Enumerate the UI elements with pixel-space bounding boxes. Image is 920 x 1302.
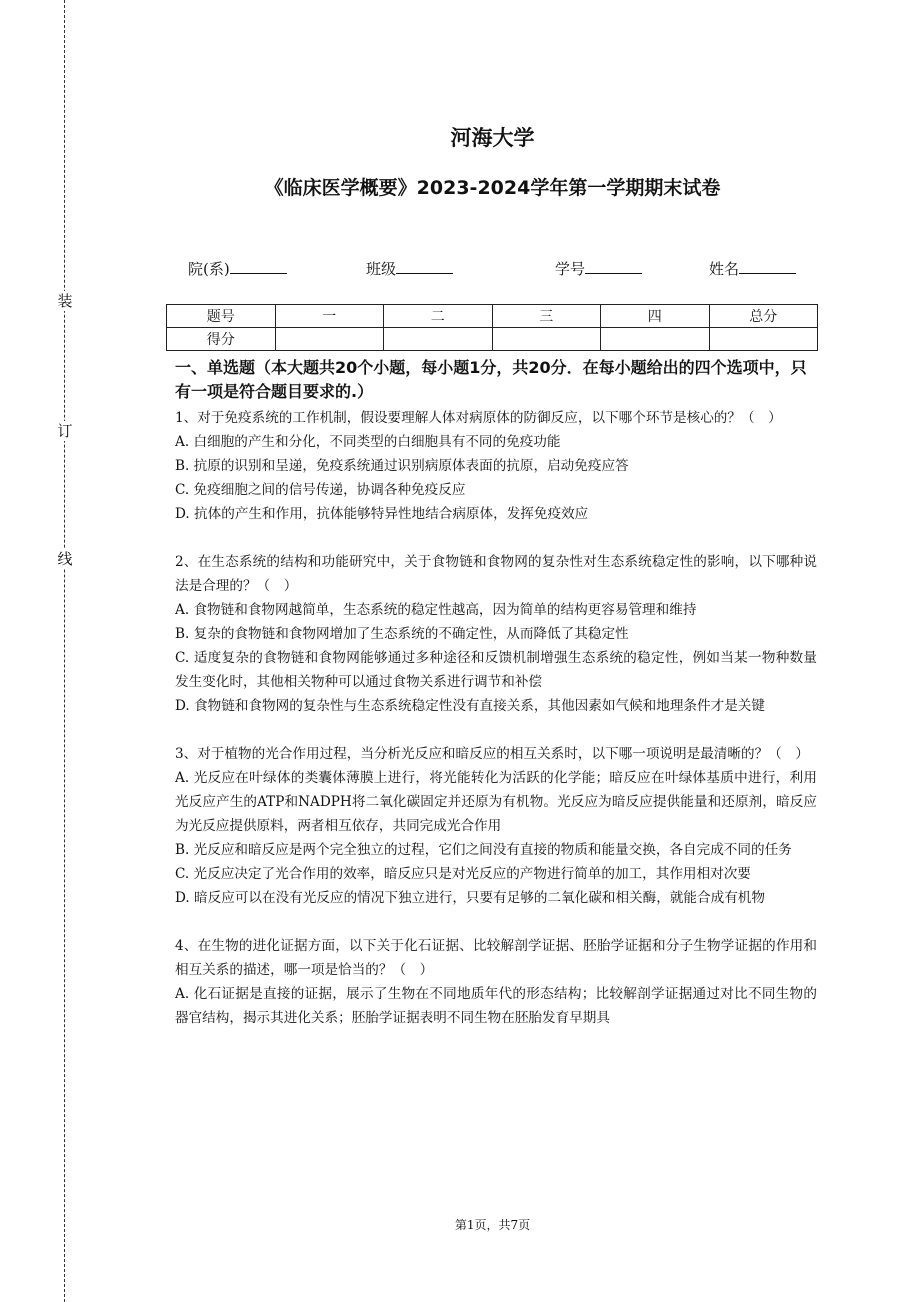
question-1	[175, 406, 817, 526]
class-blank[interactable]	[396, 259, 453, 274]
exam-title: 《临床医学概要》2023-2024学年第一学期期末试卷	[264, 177, 721, 199]
score-cell[interactable]	[709, 328, 818, 351]
department-field[interactable]	[188, 258, 287, 279]
name-label: 姓名	[709, 260, 740, 278]
option-b: B. 光反应和暗反应是两个完全独立的过程，它们之间没有直接的物质和能量交换，各自完成不同的任务	[175, 842, 792, 858]
question-stem: 4、在生物的进化证据方面，以下关于化石证据、比较解剖学证据、胚胎学证据和分子生物学证据的作用和相互关系的描述，哪一项是恰当的？（ ）	[175, 938, 817, 978]
question-stem: 1、对于免疫系统的工作机制，假设要理解人体对病原体的防御反应，以下哪个环节是核心的？（ ）	[175, 410, 782, 426]
option-b: B. 抗原的识别和呈递，免疫系统通过识别病原体表面的抗原，启动免疫应答	[175, 458, 629, 474]
score-cell[interactable]	[492, 328, 601, 351]
option-c: C. 适度复杂的食物链和食物网能够通过多种途径和反馈机制增强生态系统的稳定性，例如当某一物种数量发生变化时，其他相关物种可以通过食物关系进行调节和补偿	[175, 650, 817, 690]
option-d: D. 抗体的产生和作用，抗体能够特异性地结合病原体，发挥免疫效应	[175, 506, 589, 522]
question-2	[175, 550, 817, 718]
option-b: B. 复杂的食物链和食物网增加了生态系统的不确定性，从而降低了其稳定性	[175, 626, 629, 642]
score-table-score-row	[167, 328, 818, 351]
option-d: D. 食物链和食物网的复杂性与生态系统稳定性没有直接关系，其他因素如气候和地理条件才是关键	[175, 698, 765, 714]
student-id-label: 学号	[555, 260, 586, 278]
score-header-cell: 总分	[709, 305, 818, 328]
university-title: 河海大学	[450, 126, 535, 150]
exam-content	[175, 356, 817, 1030]
option-a: A. 白细胞的产生和分化，不同类型的白细胞具有不同的免疫功能	[175, 434, 561, 450]
class-label: 班级	[366, 260, 397, 278]
binding-char-ding: 订	[55, 421, 75, 441]
binding-char-xian: 线	[55, 549, 75, 569]
score-table	[166, 304, 818, 351]
question-stem: 2、在生态系统的结构和功能研究中，关于食物链和食物网的复杂性对生态系统稳定性的影响，以下哪种说法是合理的？（ ）	[175, 554, 817, 594]
option-a: A. 化石证据是直接的证据，展示了生物在不同地质年代的形态结构；比较解剖学证据通过对比不同生物的器官结构，揭示其进化关系；胚胎学证据表明不同生物在胚胎发育早期具	[175, 986, 817, 1026]
name-blank[interactable]	[739, 259, 796, 274]
score-cell[interactable]	[384, 328, 493, 351]
score-table-header-row	[167, 305, 818, 328]
score-cell[interactable]	[601, 328, 710, 351]
binding-char-zhuang: 装	[55, 291, 75, 311]
section-heading: 一、单选题（本大题共20个小题，每小题1分，共20分．在每小题给出的四个选项中，只有一项是符合题目要求的.）	[175, 358, 807, 401]
student-id-blank[interactable]	[585, 259, 642, 274]
score-row-label: 得分	[167, 328, 276, 351]
score-header-cell: 题号	[167, 305, 276, 328]
option-d: D. 暗反应可以在没有光反应的情况下独立进行，只要有足够的二氧化碳和相关酶，就能合成有机物	[175, 890, 765, 906]
option-a: A. 光反应在叶绿体的类囊体薄膜上进行，将光能转化为活跃的化学能；暗反应在叶绿体基质中进行，利用光反应产生的ATP和NADPH将二氧化碳固定并还原为有机物。光反应为暗反应提供能量和还原剂，暗反应为光反应提供原料，两者相互依存，共同完成光合作用	[175, 770, 817, 834]
option-c: C. 光反应决定了光合作用的效率，暗反应只是对光反应的产物进行简单的加工，其作用相对次要	[175, 866, 751, 882]
score-cell[interactable]	[275, 328, 384, 351]
department-blank[interactable]	[230, 259, 287, 274]
score-header-cell: 三	[492, 305, 601, 328]
option-a: A. 食物链和食物网越简单，生态系统的稳定性越高，因为简单的结构更容易管理和维持	[175, 602, 697, 618]
name-field[interactable]	[709, 258, 796, 279]
score-header-cell: 四	[601, 305, 710, 328]
question-3	[175, 742, 817, 910]
question-stem: 3、对于植物的光合作用过程，当分析光反应和暗反应的相互关系时，以下哪一项说明是最清晰的？（ ）	[175, 746, 809, 762]
student-id-field[interactable]	[555, 258, 642, 279]
option-c: C. 免疫细胞之间的信号传递，协调各种免疫反应	[175, 482, 466, 498]
question-4	[175, 934, 817, 1030]
score-header-cell: 二	[384, 305, 493, 328]
page-footer: 第1页，共7页	[454, 1218, 531, 1232]
class-field[interactable]	[366, 258, 453, 279]
department-label: 院(系)	[188, 260, 230, 278]
score-header-cell: 一	[275, 305, 384, 328]
